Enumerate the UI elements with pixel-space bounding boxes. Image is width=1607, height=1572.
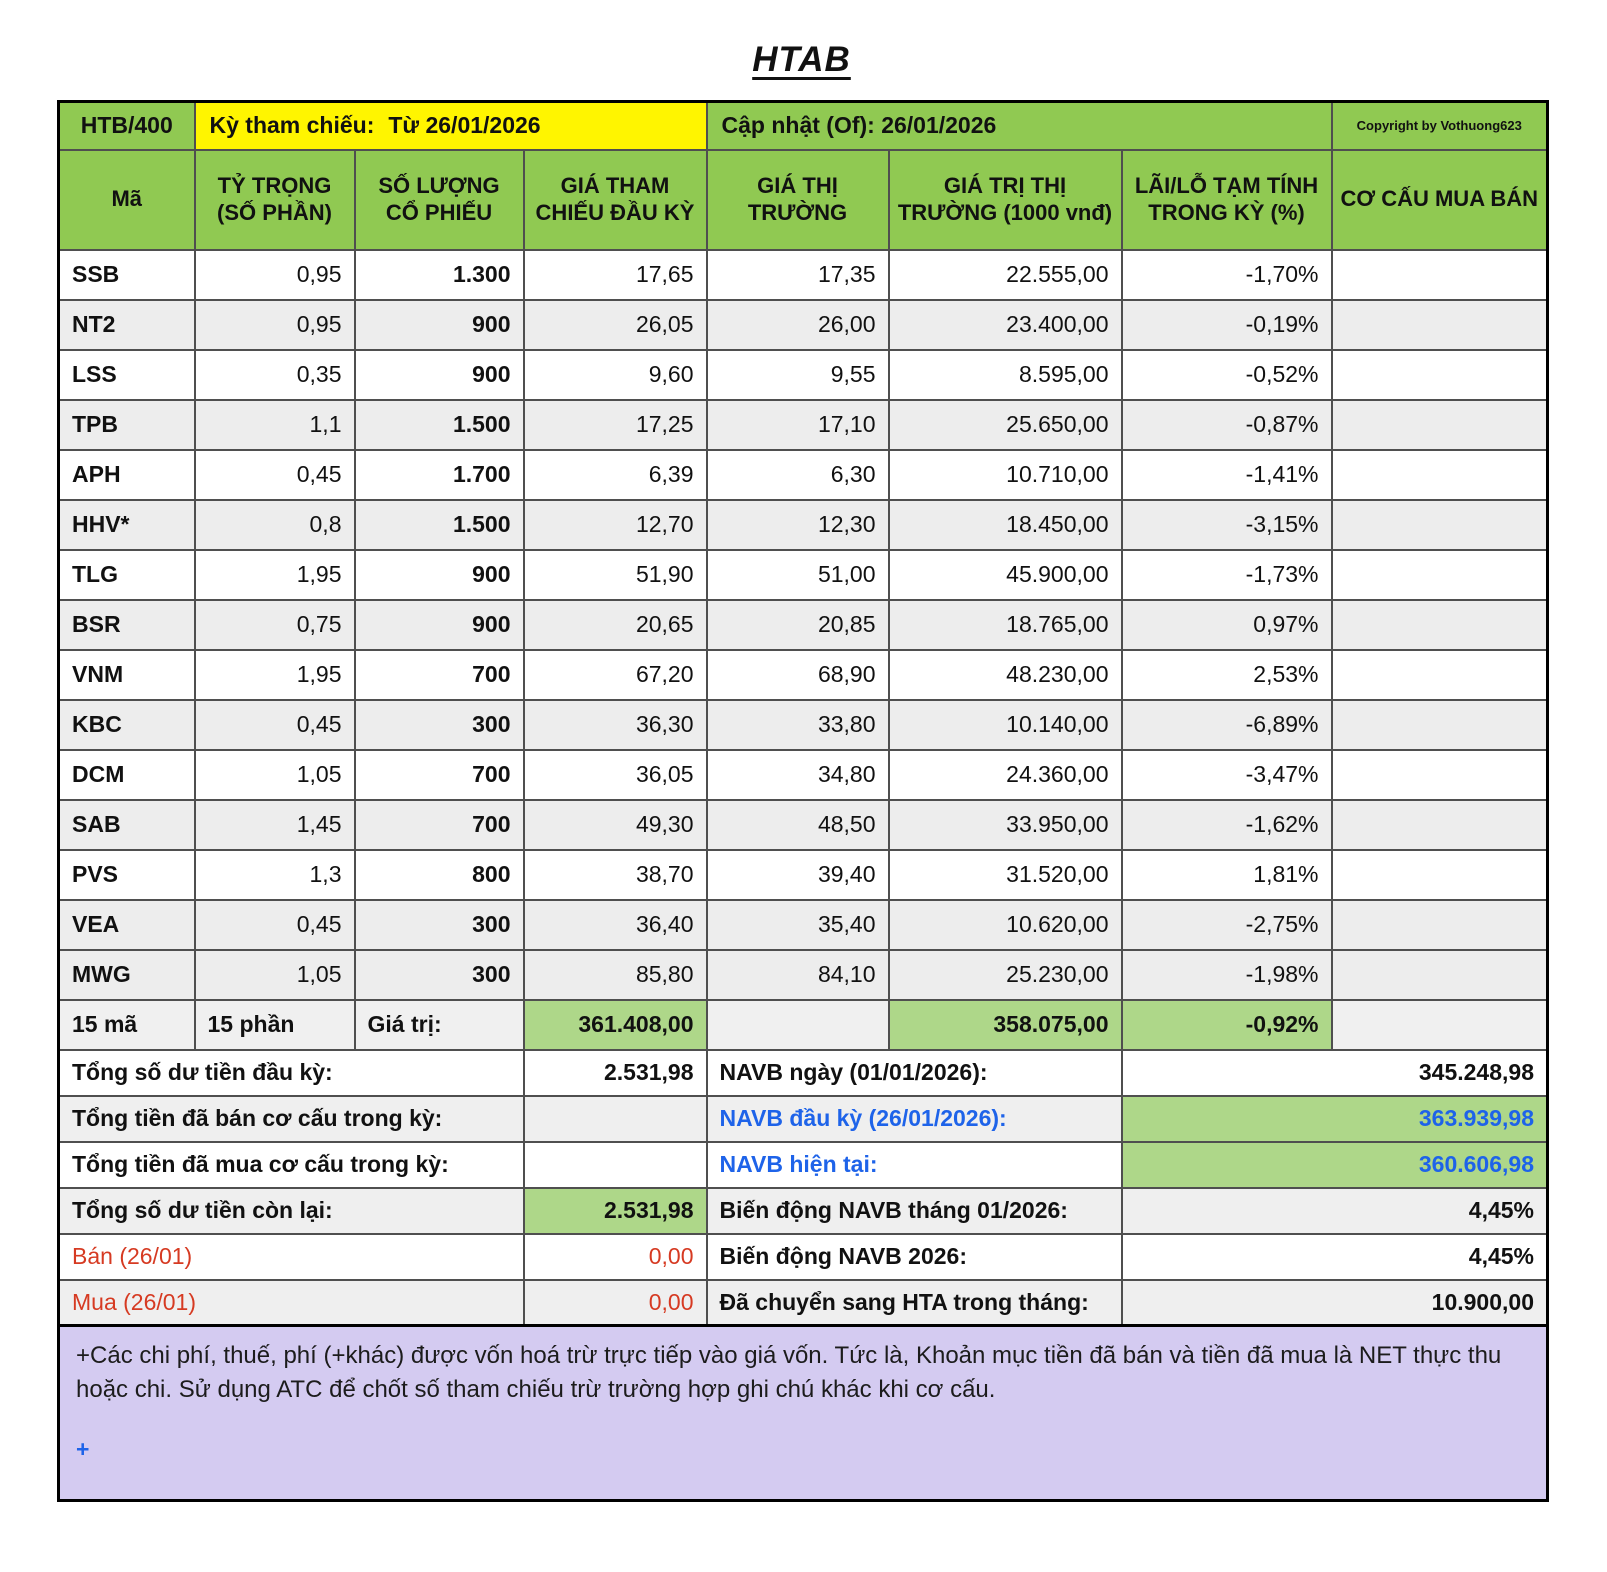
buy-today-label: Mua (26/01) <box>59 1280 524 1326</box>
totals-ref-value: 361.408,00 <box>524 1000 707 1050</box>
summary-label: Tổng tiền đã bán cơ cấu trong kỳ: <box>59 1096 524 1142</box>
pnl-cell: -0,19% <box>1122 300 1332 350</box>
portfolio-table <box>57 100 1549 1502</box>
navb-year-change-label: Biến động NAVB 2026: <box>707 1234 1122 1280</box>
update-date-cell: Cập nhật (Of): 26/01/2026 <box>707 102 1332 150</box>
page-title: HTAB <box>752 40 851 79</box>
totals-pnl: -0,92% <box>1122 1000 1332 1050</box>
holdings-body <box>59 250 1548 1000</box>
ref-price-cell: 49,30 <box>524 800 707 850</box>
ref-price-cell: 85,80 <box>524 950 707 1000</box>
navb-current-label: NAVB hiện tại: <box>707 1142 1122 1188</box>
weight-cell: 0,45 <box>195 700 355 750</box>
market-value-cell: 10.620,00 <box>889 900 1122 950</box>
summary-label: Tổng số dư tiền còn lại: <box>59 1188 524 1234</box>
ticker-cell: BSR <box>59 600 195 650</box>
totals-market-value: 358.075,00 <box>889 1000 1122 1050</box>
copyright-note: Copyright by Vothuong623 <box>1332 102 1548 150</box>
quantity-cell: 900 <box>355 300 524 350</box>
rebalance-cell <box>1332 850 1548 900</box>
totals-codes: 15 mã <box>59 1000 195 1050</box>
quantity-cell: 700 <box>355 650 524 700</box>
pnl-cell: -0,52% <box>1122 350 1332 400</box>
quantity-cell: 700 <box>355 800 524 850</box>
market-value-cell: 22.555,00 <box>889 250 1122 300</box>
summary-label: Tổng số dư tiền đầu kỳ: <box>59 1050 524 1096</box>
weight-cell: 1,95 <box>195 650 355 700</box>
summary-value: 2.531,98 <box>524 1188 707 1234</box>
navb-month-change-value: 4,45% <box>1122 1188 1548 1234</box>
pnl-cell: -1,98% <box>1122 950 1332 1000</box>
market-price-cell: 35,40 <box>707 900 889 950</box>
market-price-cell: 48,50 <box>707 800 889 850</box>
rebalance-cell <box>1332 550 1548 600</box>
sell-today-value: 0,00 <box>524 1234 707 1280</box>
col-header-weight: TỶ TRỌNG (SỐ PHẦN) <box>195 150 355 250</box>
ref-price-cell: 17,65 <box>524 250 707 300</box>
navb-month-change-label: Biến động NAVB tháng 01/2026: <box>707 1188 1122 1234</box>
holding-row <box>59 350 1548 400</box>
summary-row-bought <box>59 1142 1548 1188</box>
rebalance-cell <box>1332 750 1548 800</box>
ref-price-cell: 51,90 <box>524 550 707 600</box>
market-price-cell: 17,10 <box>707 400 889 450</box>
pnl-cell: -1,70% <box>1122 250 1332 300</box>
ticker-cell: NT2 <box>59 300 195 350</box>
weight-cell: 1,95 <box>195 550 355 600</box>
market-value-cell: 31.520,00 <box>889 850 1122 900</box>
reference-period-label: Kỳ tham chiếu: <box>209 112 375 139</box>
footnote-cell <box>59 1326 1548 1501</box>
quantity-cell: 800 <box>355 850 524 900</box>
col-header-market-value: GIÁ TRỊ THỊ TRƯỜNG (1000 vnđ) <box>889 150 1122 250</box>
holding-row <box>59 800 1548 850</box>
pnl-cell: 2,53% <box>1122 650 1332 700</box>
quantity-cell: 900 <box>355 600 524 650</box>
rebalance-cell <box>1332 250 1548 300</box>
quantity-cell: 700 <box>355 750 524 800</box>
pnl-cell: 1,81% <box>1122 850 1332 900</box>
pnl-cell: -3,15% <box>1122 500 1332 550</box>
totals-rebalance-cell <box>1332 1000 1548 1050</box>
ticker-cell: LSS <box>59 350 195 400</box>
rebalance-cell <box>1332 400 1548 450</box>
ticker-cell: TLG <box>59 550 195 600</box>
holding-row <box>59 300 1548 350</box>
ticker-cell: KBC <box>59 700 195 750</box>
col-header-pnl: LÃI/LỖ TẠM TÍNH TRONG KỲ (%) <box>1122 150 1332 250</box>
ticker-cell: SSB <box>59 250 195 300</box>
holding-row <box>59 600 1548 650</box>
market-price-cell: 51,00 <box>707 550 889 600</box>
navb-date-value: 345.248,98 <box>1122 1050 1548 1096</box>
quantity-cell: 300 <box>355 700 524 750</box>
market-value-cell: 23.400,00 <box>889 300 1122 350</box>
navb-begin-label: NAVB đầu kỳ (26/01/2026): <box>707 1096 1122 1142</box>
weight-cell: 1,45 <box>195 800 355 850</box>
pnl-cell: -1,73% <box>1122 550 1332 600</box>
rebalance-cell <box>1332 900 1548 950</box>
weight-cell: 1,3 <box>195 850 355 900</box>
summary-value <box>524 1142 707 1188</box>
quantity-cell: 1.700 <box>355 450 524 500</box>
holding-row <box>59 500 1548 550</box>
navb-begin-value: 363.939,98 <box>1122 1096 1548 1142</box>
weight-cell: 0,95 <box>195 300 355 350</box>
weight-cell: 0,95 <box>195 250 355 300</box>
holding-row <box>59 950 1548 1000</box>
reference-period-cell <box>195 102 707 150</box>
holding-row <box>59 250 1548 300</box>
summary-row-buy-today <box>59 1280 1548 1326</box>
rebalance-cell <box>1332 600 1548 650</box>
ticker-cell: DCM <box>59 750 195 800</box>
rebalance-cell <box>1332 500 1548 550</box>
ref-price-cell: 17,25 <box>524 400 707 450</box>
ref-price-cell: 36,40 <box>524 900 707 950</box>
market-price-cell: 33,80 <box>707 700 889 750</box>
ticker-cell: VEA <box>59 900 195 950</box>
ref-price-cell: 20,65 <box>524 600 707 650</box>
totals-parts: 15 phần <box>195 1000 355 1050</box>
market-value-cell: 48.230,00 <box>889 650 1122 700</box>
holding-row <box>59 900 1548 950</box>
holding-row <box>59 650 1548 700</box>
pnl-cell: -0,87% <box>1122 400 1332 450</box>
quantity-cell: 1.300 <box>355 250 524 300</box>
ticker-cell: PVS <box>59 850 195 900</box>
hta-transfer-label: Đã chuyển sang HTA trong tháng: <box>707 1280 1122 1326</box>
market-price-cell: 20,85 <box>707 600 889 650</box>
totals-value-label: Giá trị: <box>355 1000 524 1050</box>
quantity-cell: 900 <box>355 550 524 600</box>
quantity-cell: 300 <box>355 950 524 1000</box>
market-price-cell: 39,40 <box>707 850 889 900</box>
footnote-text: +Các chi phí, thuế, phí (+khác) được vốn hoá trừ trực tiếp vào giá vốn. Tức là, Khoản mục tiền đã bán và tiền đã mua là NET thực thu hoặc chi. Sử dụng ATC để chốt số tham chiếu trừ trường hợp ghi chú khác khi cơ cấu. <box>76 1342 1502 1403</box>
col-header-market-price: GIÁ THỊ TRƯỜNG <box>707 150 889 250</box>
summary-row-cash-remaining <box>59 1188 1548 1234</box>
pnl-cell: -1,41% <box>1122 450 1332 500</box>
ref-price-cell: 26,05 <box>524 300 707 350</box>
reference-period-value: Từ 26/01/2026 <box>388 112 541 139</box>
holding-row <box>59 850 1548 900</box>
holding-row <box>59 400 1548 450</box>
weight-cell: 0,8 <box>195 500 355 550</box>
navb-year-change-value: 4,45% <box>1122 1234 1548 1280</box>
quantity-cell: 300 <box>355 900 524 950</box>
holding-row <box>59 750 1548 800</box>
ref-price-cell: 9,60 <box>524 350 707 400</box>
weight-cell: 1,05 <box>195 750 355 800</box>
ref-price-cell: 67,20 <box>524 650 707 700</box>
summary-row-sell-today <box>59 1234 1548 1280</box>
ticker-cell: MWG <box>59 950 195 1000</box>
market-price-cell: 9,55 <box>707 350 889 400</box>
footnote-plus: + <box>76 1436 90 1463</box>
weight-cell: 0,45 <box>195 900 355 950</box>
col-header-rebalance: CƠ CẤU MUA BÁN <box>1332 150 1548 250</box>
market-price-cell: 6,30 <box>707 450 889 500</box>
summary-value <box>524 1096 707 1142</box>
footnote-row <box>59 1326 1548 1501</box>
weight-cell: 1,05 <box>195 950 355 1000</box>
market-value-cell: 45.900,00 <box>889 550 1122 600</box>
quantity-cell: 900 <box>355 350 524 400</box>
market-value-cell: 10.710,00 <box>889 450 1122 500</box>
totals-row <box>59 1000 1548 1050</box>
market-value-cell: 18.765,00 <box>889 600 1122 650</box>
rebalance-cell <box>1332 950 1548 1000</box>
market-price-cell: 17,35 <box>707 250 889 300</box>
market-value-cell: 33.950,00 <box>889 800 1122 850</box>
summary-row-sold <box>59 1096 1548 1142</box>
pnl-cell: 0,97% <box>1122 600 1332 650</box>
market-value-cell: 10.140,00 <box>889 700 1122 750</box>
ticker-cell: SAB <box>59 800 195 850</box>
header-band <box>59 102 1548 150</box>
market-value-cell: 18.450,00 <box>889 500 1122 550</box>
totals-gap-cell <box>707 1000 889 1050</box>
hta-transfer-value: 10.900,00 <box>1122 1280 1548 1326</box>
rebalance-cell <box>1332 450 1548 500</box>
navb-current-value: 360.606,98 <box>1122 1142 1548 1188</box>
ref-price-cell: 12,70 <box>524 500 707 550</box>
rebalance-cell <box>1332 700 1548 750</box>
rebalance-cell <box>1332 650 1548 700</box>
col-header-ticker: Mã <box>59 150 195 250</box>
weight-cell: 0,35 <box>195 350 355 400</box>
market-value-cell: 25.230,00 <box>889 950 1122 1000</box>
market-price-cell: 26,00 <box>707 300 889 350</box>
summary-value: 2.531,98 <box>524 1050 707 1096</box>
pnl-cell: -3,47% <box>1122 750 1332 800</box>
ticker-cell: VNM <box>59 650 195 700</box>
market-price-cell: 12,30 <box>707 500 889 550</box>
summary-label: Tổng tiền đã mua cơ cấu trong kỳ: <box>59 1142 524 1188</box>
ref-price-cell: 36,05 <box>524 750 707 800</box>
pnl-cell: -2,75% <box>1122 900 1332 950</box>
ref-price-cell: 38,70 <box>524 850 707 900</box>
rebalance-cell <box>1332 300 1548 350</box>
weight-cell: 1,1 <box>195 400 355 450</box>
buy-today-value: 0,00 <box>524 1280 707 1326</box>
portfolio-sheet <box>57 100 1549 1502</box>
col-header-quantity: SỐ LƯỢNG CỔ PHIẾU <box>355 150 524 250</box>
market-price-cell: 34,80 <box>707 750 889 800</box>
navb-date-label: NAVB ngày (01/01/2026): <box>707 1050 1122 1096</box>
col-header-ref-price: GIÁ THAM CHIẾU ĐẦU KỲ <box>524 150 707 250</box>
weight-cell: 0,75 <box>195 600 355 650</box>
ticker-cell: HHV* <box>59 500 195 550</box>
market-price-cell: 84,10 <box>707 950 889 1000</box>
market-value-cell: 25.650,00 <box>889 400 1122 450</box>
column-header-row <box>59 150 1548 250</box>
holding-row <box>59 700 1548 750</box>
holding-row <box>59 550 1548 600</box>
ticker-cell: TPB <box>59 400 195 450</box>
quantity-cell: 1.500 <box>355 400 524 450</box>
weight-cell: 0,45 <box>195 450 355 500</box>
market-value-cell: 8.595,00 <box>889 350 1122 400</box>
rebalance-cell <box>1332 800 1548 850</box>
ref-price-cell: 36,30 <box>524 700 707 750</box>
pnl-cell: -6,89% <box>1122 700 1332 750</box>
market-value-cell: 24.360,00 <box>889 750 1122 800</box>
market-price-cell: 68,90 <box>707 650 889 700</box>
ref-price-cell: 6,39 <box>524 450 707 500</box>
sheet-code: HTB/400 <box>59 102 195 150</box>
summary-row-cash-begin <box>59 1050 1548 1096</box>
quantity-cell: 1.500 <box>355 500 524 550</box>
holding-row <box>59 450 1548 500</box>
rebalance-cell <box>1332 350 1548 400</box>
ticker-cell: APH <box>59 450 195 500</box>
pnl-cell: -1,62% <box>1122 800 1332 850</box>
sell-today-label: Bán (26/01) <box>59 1234 524 1280</box>
